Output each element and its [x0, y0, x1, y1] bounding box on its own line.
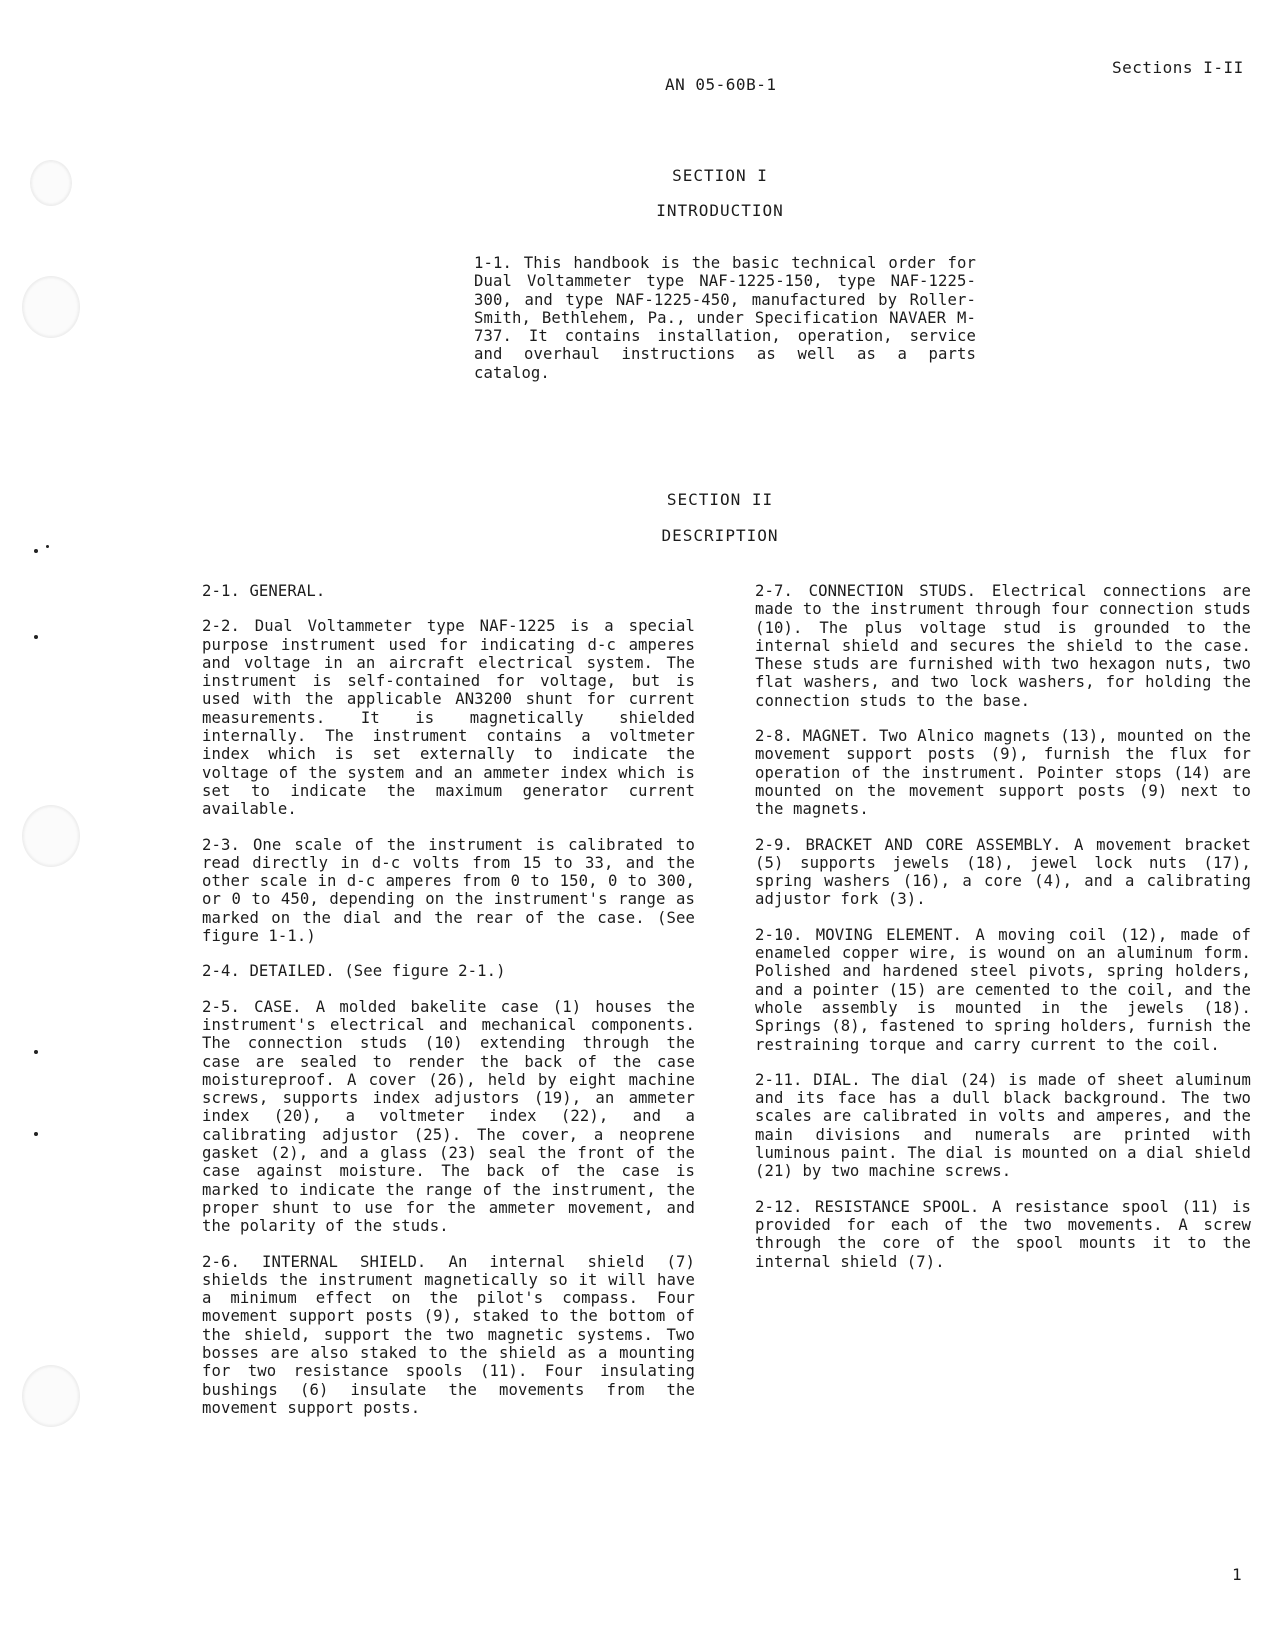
binder-hole-bottom	[22, 1365, 80, 1427]
scan-speck	[34, 635, 38, 639]
paragraph-2-12: 2-12. RESISTANCE SPOOL. A resistance spool (11) is provided for each of the two movements. A screw through the core of the spool mounts it to the internal shield (7).	[755, 1197, 1251, 1271]
paragraph-2-11: 2-11. DIAL. The dial (24) is made of sheet aluminum and its face has a dull black background. The two scales are calibrated in volts and amperes, and the main divisions and numerals are printed with luminous paint. The dial is mounted on a dial shield (21) by two machine screws.	[755, 1070, 1251, 1181]
paragraph-2-6: 2-6. INTERNAL SHIELD. An internal shield (7) shields the instrument magnetically so it will have a minimum effect on the pilot's compass. Four movement support posts (9), staked to the bottom of the shield, support the two magnetic systems. Two bosses are also staked to the shield as a mounting for two resistance spools (11). Four insulating bushings (6) insulate the movements from the movement support posts.	[202, 1252, 695, 1417]
paragraph-2-9: 2-9. BRACKET AND CORE ASSEMBLY. A movement bracket (5) supports jewels (18), jewel lock nuts (17), spring washers (16), a core (4), and a calibrating adjustor fork (3).	[755, 835, 1251, 909]
section-2-title: DESCRIPTION	[661, 526, 779, 545]
section-1-heading: SECTION I	[672, 166, 768, 185]
section-2-heading: SECTION II	[666, 490, 774, 509]
page-number: 1	[1232, 1565, 1243, 1584]
left-column	[202, 582, 695, 1417]
paragraph-2-8: 2-8. MAGNET. Two Alnico magnets (13), mounted on the movement support posts (9), furnish the flux for operation of the instrument. Pointer stops (14) are mounted on the movement support posts (9) next to the magnets.	[755, 727, 1251, 819]
intro-paragraph	[474, 254, 976, 382]
paragraph-2-1: 2-1. GENERAL.	[202, 582, 326, 600]
paragraph-2-4: 2-4. DETAILED. (See figure 2-1.)	[202, 962, 506, 981]
scan-speck	[46, 545, 49, 548]
binder-hole-upper	[22, 276, 80, 338]
paragraph-2-7: 2-7. CONNECTION STUDS. Electrical connections are made to the instrument through four connection studs (10). The plus voltage stud is grounded to the internal shield and secures the shield to the case. These studs are furnished with two hexagon nuts, two flat washers, and two lock washers, for holding the connection studs to the base.	[755, 582, 1251, 710]
right-column	[755, 582, 1251, 1271]
scan-speck	[34, 1050, 38, 1054]
paragraph-2-5: 2-5. CASE. A molded bakelite case (1) houses the instrument's electrical and mechanical components. The connection studs (10) extending through the case are sealed to render the back of the case moistureproof. A cover (26), held by eight machine screws, supports index adjustors (19), an ammeter index (20), a voltmeter index (22), and a calibrating adjustor (25). The cover, a neoprene gasket (2), and a glass (23) seal the front of the case against moisture. The back of the case is marked to indicate the range of the instrument, the proper shunt to use for the ammeter movement, and the polarity of the studs.	[202, 997, 695, 1236]
document-number: AN 05-60B-1	[665, 75, 777, 94]
paragraph-2-3: 2-3. One scale of the instrument is calibrated to read directly in d-c volts from 15 to 33, and the other scale in d-c amperes from 0 to 150, 0 to 300, or 0 to 450, depending on the instrument's range as marked on the dial and the rear of the case. (See figure 1-1.)	[202, 835, 695, 946]
paragraph-2-10: 2-10. MOVING ELEMENT. A moving coil (12), made of enameled copper wire, is wound on an aluminum form. Polished and hardened steel pivots, spring holders, and a pointer (15) are cemented to the coil, and the whole assembly is mounted in the jewels (18). Springs (8), fastened to spring holders, furnish the restraining torque and carry current to the coil.	[755, 925, 1251, 1054]
scan-speck	[34, 549, 38, 553]
paragraph-2-2: 2-2. Dual Voltammeter type NAF-1225 is a special purpose instrument used for indicating d-c amperes and voltage in an aircraft electrical system. The instrument is self-contained for voltage, but is used with the applicable AN3200 shunt for current measurements. It is magnetically shielded internally. The instrument contains a voltmeter index which is set externally to indicate the voltage of the system and an ammeter index which is set to indicate the maximum generator current available.	[202, 617, 695, 819]
scan-speck	[34, 1132, 38, 1136]
section-1-title: INTRODUCTION	[656, 201, 784, 220]
paragraph-1-1: 1-1. This handbook is the basic technical order for Dual Voltammeter type NAF-1225-150, type NAF-1225-300, and type NAF-1225-450, manufactured by Roller-Smith, Bethlehem, Pa., under Specification NAVAER M-737. It contains installation, operation, service and overhaul instructions as well as a parts catalog.	[474, 254, 976, 382]
binder-hole-middle	[22, 805, 80, 867]
sections-label: Sections I-II	[1112, 58, 1244, 77]
